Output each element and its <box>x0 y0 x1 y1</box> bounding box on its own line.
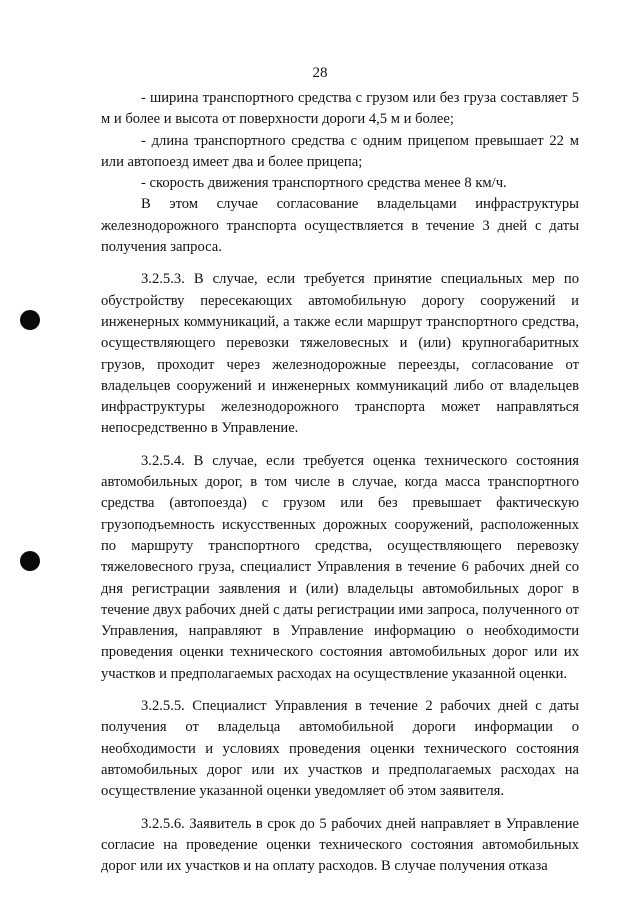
list-item-vehicle-width: - ширина транспортного средства с грузом или без груза составляет 5 м и более и высота от поверхности дороги 4,5 м и более; <box>101 90 579 128</box>
page-number: 28 <box>312 65 328 81</box>
page-body <box>101 88 579 877</box>
section-3-2-5-6: 3.2.5.6. Заявитель в срок до 5 рабочих дней направляет в Управление согласие на проведение оценки технического состояния автомобильных дорог или их участков и на оплату расходов. В случае получения отказа <box>101 815 579 875</box>
list-item-vehicle-length: - длина транспортного средства с одним прицепом превышает 22 м или автопоезд имеет два и более прицепа; <box>101 132 579 170</box>
paragraph-railway-approval: В этом случае согласование владельцами инфраструктуры железнодорожного транспорта осуществляется в течение 3 дней с даты получения запроса. <box>101 196 579 256</box>
punch-hole-mark <box>20 551 40 571</box>
section-3-2-5-4: 3.2.5.4. В случае, если требуется оценка технического состояния автомобильных дорог, в том числе в случае, когда масса транспортного средства (автопоезда) с грузом или без превышает фактическую грузоподъемность искусственных дорожных сооружений, расположенных по маршруту транспортного средства, осуществляющего перевозку тяжеловесного груза, специалист Управления в течение 6 рабочих дней со дня регистрации заявления и (или) владельцы автомобильных дорог в течение двух рабочих дней с даты регистрации ими запроса, полученного от Управления, направляют в Управление информацию о необходимости проведения оценки технического состояния автомобильных дорог или их участков и предполагаемых расходах на осуществление указанной оценки. <box>101 452 579 682</box>
punch-hole-mark <box>20 310 40 330</box>
list-item-vehicle-speed: - скорость движения транспортного средства менее 8 км/ч. <box>141 175 507 192</box>
section-3-2-5-3: 3.2.5.3. В случае, если требуется принятие специальных мер по обустройству пересекающих автомобильную дорогу сооружений и инженерных коммуникаций, а также если маршрут транспортного средства, осуществляющего перевозки тяжеловесных и (или) крупногабаритных грузов, проходит через железнодорожные переезды, согласование от владельцев сооружений и инженерных коммуникаций либо от владельцев инфраструктуры железнодорожного транспорта может направляться непосредственно в Управление. <box>101 271 579 437</box>
section-3-2-5-5: 3.2.5.5. Специалист Управления в течение 2 рабочих дней с даты получения от владельца автомобильной дороги информации о необходимости и условиях проведения оценки технического состояния автомобильных дорог или их участков и предполагаемых расходах на осуществление указанной оценки уведомляет об этом заявителя. <box>101 698 579 800</box>
